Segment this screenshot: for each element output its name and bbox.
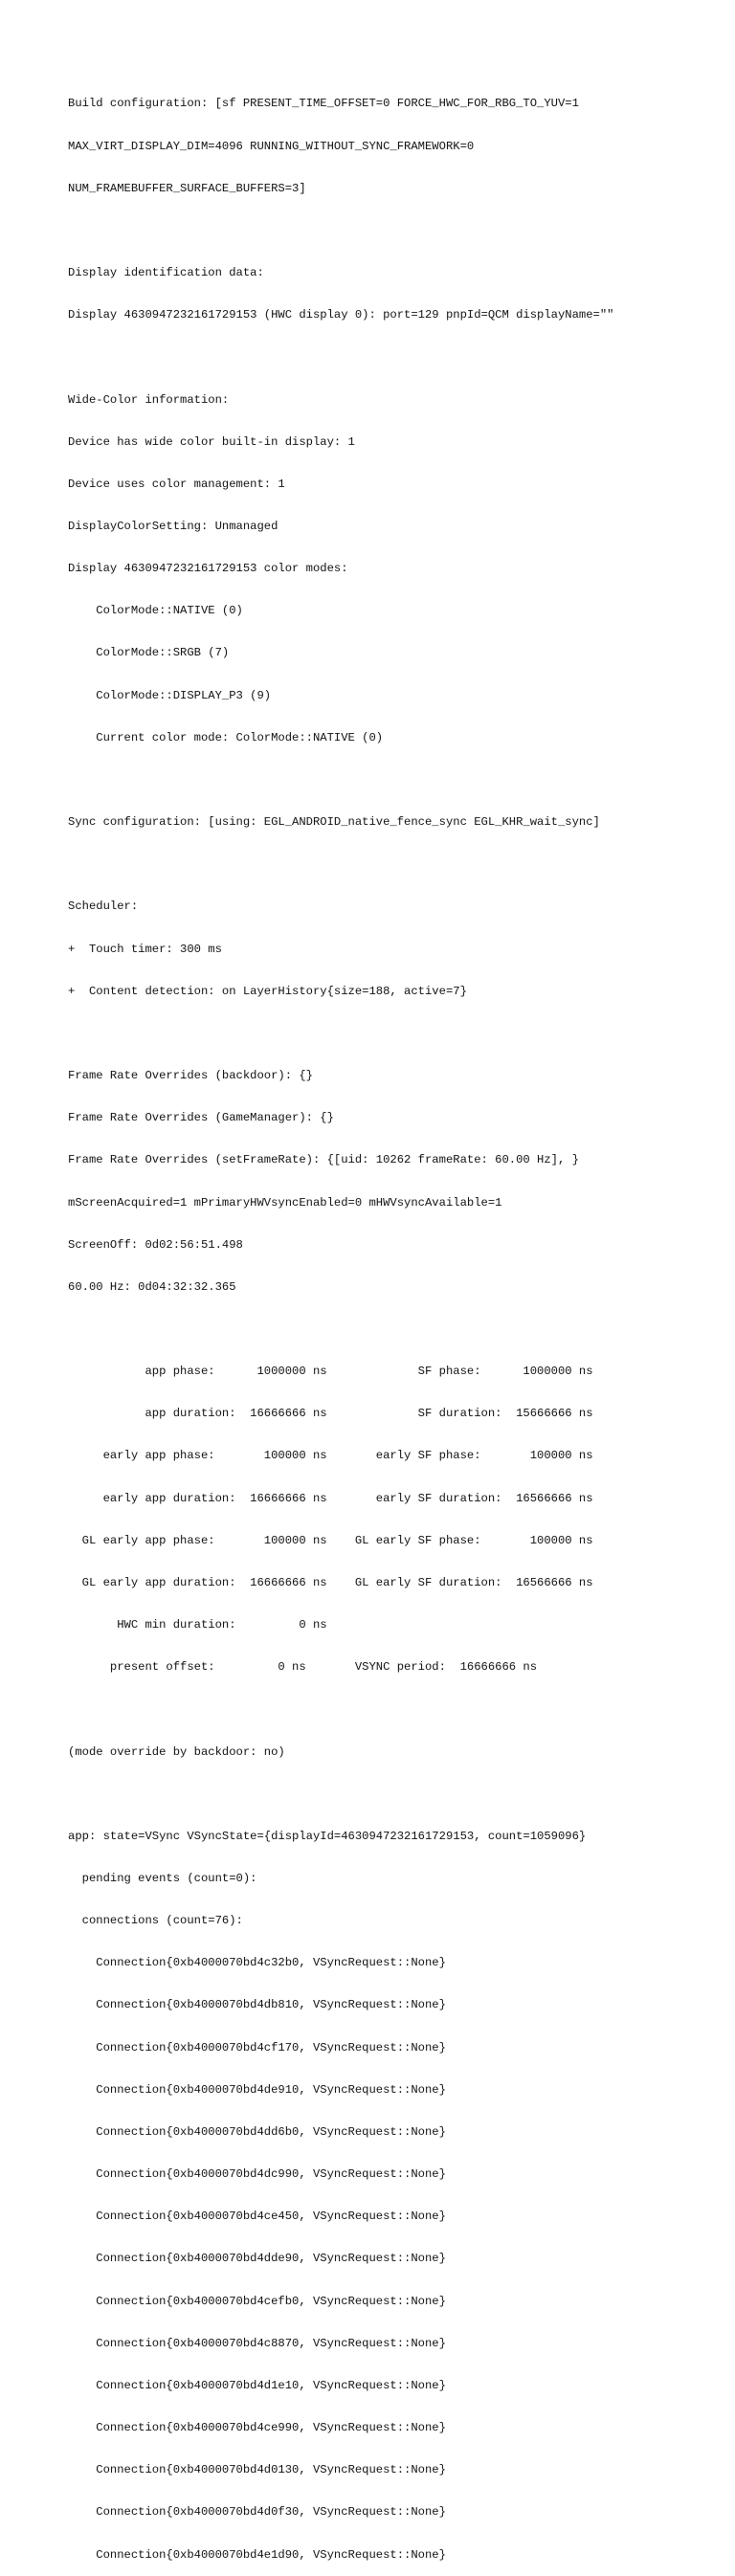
build-config-line: NUM_FRAMEBUFFER_SURFACE_BUFFERS=3] [68,181,306,195]
scheduler-line: + Touch timer: 300 ms [68,942,222,956]
blank-line [68,1027,728,1041]
section-heading-wide-color: Wide-Color information: [68,392,230,407]
mode-override-line: (mode override by backdoor: no) [68,1744,285,1759]
blank-line [68,1322,728,1337]
color-mode-line: ColorMode::SRGB (7) [68,646,230,660]
connection-entry: Connection{0xb4000070bd4dde90, VSyncRequest::None} [68,2252,446,2266]
frame-rate-override-line: Frame Rate Overrides (GameManager): {} [68,1111,334,1125]
phase-table-row: early app duration: 16666666 ns early SF duration: 16566666 ns [68,1491,593,1505]
connection-entry: Connection{0xb4000070bd4d0130, VSyncRequest::None} [68,2463,446,2477]
build-config-line: Build configuration: [sf PRESENT_TIME_OFFSET=0 FORCE_HWC_FOR_RBG_TO_YUV=1 [68,97,579,111]
wide-color-line: DisplayColorSetting: Unmanaged [68,520,278,533]
color-modes-heading: Display 4630947232161729153 color modes: [68,562,348,576]
dumpsys-text-document [68,69,728,2576]
connection-entry: Connection{0xb4000070bd4dd6b0, VSyncRequest::None} [68,2124,446,2139]
wide-color-line: Device has wide color built-in display: 1 [68,434,355,449]
phase-table-row: present offset: 0 ns VSYNC period: 16666666 ns [68,1660,538,1675]
connection-entry: Connection{0xb4000070bd4e1d90, VSyncRequest::None} [68,2547,446,2562]
screen-off-line: ScreenOff: 0d02:56:51.498 [68,1237,243,1252]
connection-entry: Connection{0xb4000070bd4c8870, VSyncRequest::None} [68,2336,446,2350]
color-mode-line: ColorMode::DISPLAY_P3 (9) [68,688,272,702]
phase-table-row: GL early app duration: 16666666 ns GL early SF duration: 16566666 ns [68,1575,593,1589]
connection-entry: Connection{0xb4000070bd4c32b0, VSyncRequest::None} [68,1956,446,1970]
phase-table-row: HWC min duration: 0 ns [68,1618,327,1632]
blank-line [68,857,728,872]
connection-entry: Connection{0xb4000070bd4de910, VSyncRequest::None} [68,2082,446,2097]
scheduler-line: + Content detection: on LayerHistory{size=188, active=7} [68,984,467,998]
frame-rate-override-line: Frame Rate Overrides (setFrameRate): {[uid: 10262 frameRate: 60.00 Hz], } [68,1153,579,1167]
connection-entry: Connection{0xb4000070bd4cefb0, VSyncRequest::None} [68,2294,446,2308]
wide-color-line: Device uses color management: 1 [68,477,285,491]
connection-entry: Connection{0xb4000070bd4cf170, VSyncRequest::None} [68,2040,446,2054]
blank-line [68,773,728,788]
phase-table-row: early app phase: 100000 ns early SF phase: 100000 ns [68,1449,593,1463]
connection-entry: Connection{0xb4000070bd4ce990, VSyncRequest::None} [68,2421,446,2435]
blank-line [68,350,728,365]
connection-entry: Connection{0xb4000070bd4dc990, VSyncRequest::None} [68,2167,446,2182]
sync-configuration-line: Sync configuration: [using: EGL_ANDROID_native_fence_sync EGL_KHR_wait_sync] [68,815,600,830]
refresh-rate-time-line: 60.00 Hz: 0d04:32:32.365 [68,1279,236,1294]
display-identification-line: Display 4630947232161729153 (HWC display 0): port=129 pnpId=QCM displayName="" [68,308,614,322]
vsync-state-line: mScreenAcquired=1 mPrimaryHWVsyncEnabled=0 mHWVsyncAvailable=1 [68,1195,502,1210]
connections-heading: connections (count=76): [68,1914,243,1928]
section-heading-scheduler: Scheduler: [68,899,139,914]
blank-line [68,1702,728,1717]
pending-events-line: pending events (count=0): [68,1872,257,1885]
color-mode-line: ColorMode::NATIVE (0) [68,604,243,618]
connection-entry: Connection{0xb4000070bd4d1e10, VSyncRequest::None} [68,2378,446,2392]
phase-table-row: app duration: 16666666 ns SF duration: 15666666 ns [68,1407,593,1421]
app-vsync-state-line: app: state=VSync VSyncState={displayId=4630947232161729153, count=1059096} [68,1829,587,1843]
connection-entry: Connection{0xb4000070bd4ce450, VSyncRequest::None} [68,2210,446,2224]
build-config-line: MAX_VIRT_DISPLAY_DIM=4096 RUNNING_WITHOUT_SYNC_FRAMEWORK=0 [68,139,475,153]
blank-line [68,224,728,238]
section-heading-display-identification: Display identification data: [68,266,264,280]
current-color-mode-line: Current color mode: ColorMode::NATIVE (0) [68,730,384,744]
phase-table-row: app phase: 1000000 ns SF phase: 1000000 ns [68,1365,593,1379]
blank-line [68,1788,728,1802]
connection-entry: Connection{0xb4000070bd4db810, VSyncRequest::None} [68,1998,446,2012]
frame-rate-override-line: Frame Rate Overrides (backdoor): {} [68,1069,313,1083]
phase-table-row: GL early app phase: 100000 ns GL early SF phase: 100000 ns [68,1533,593,1547]
connection-entry: Connection{0xb4000070bd4d0f30, VSyncRequest::None} [68,2505,446,2520]
